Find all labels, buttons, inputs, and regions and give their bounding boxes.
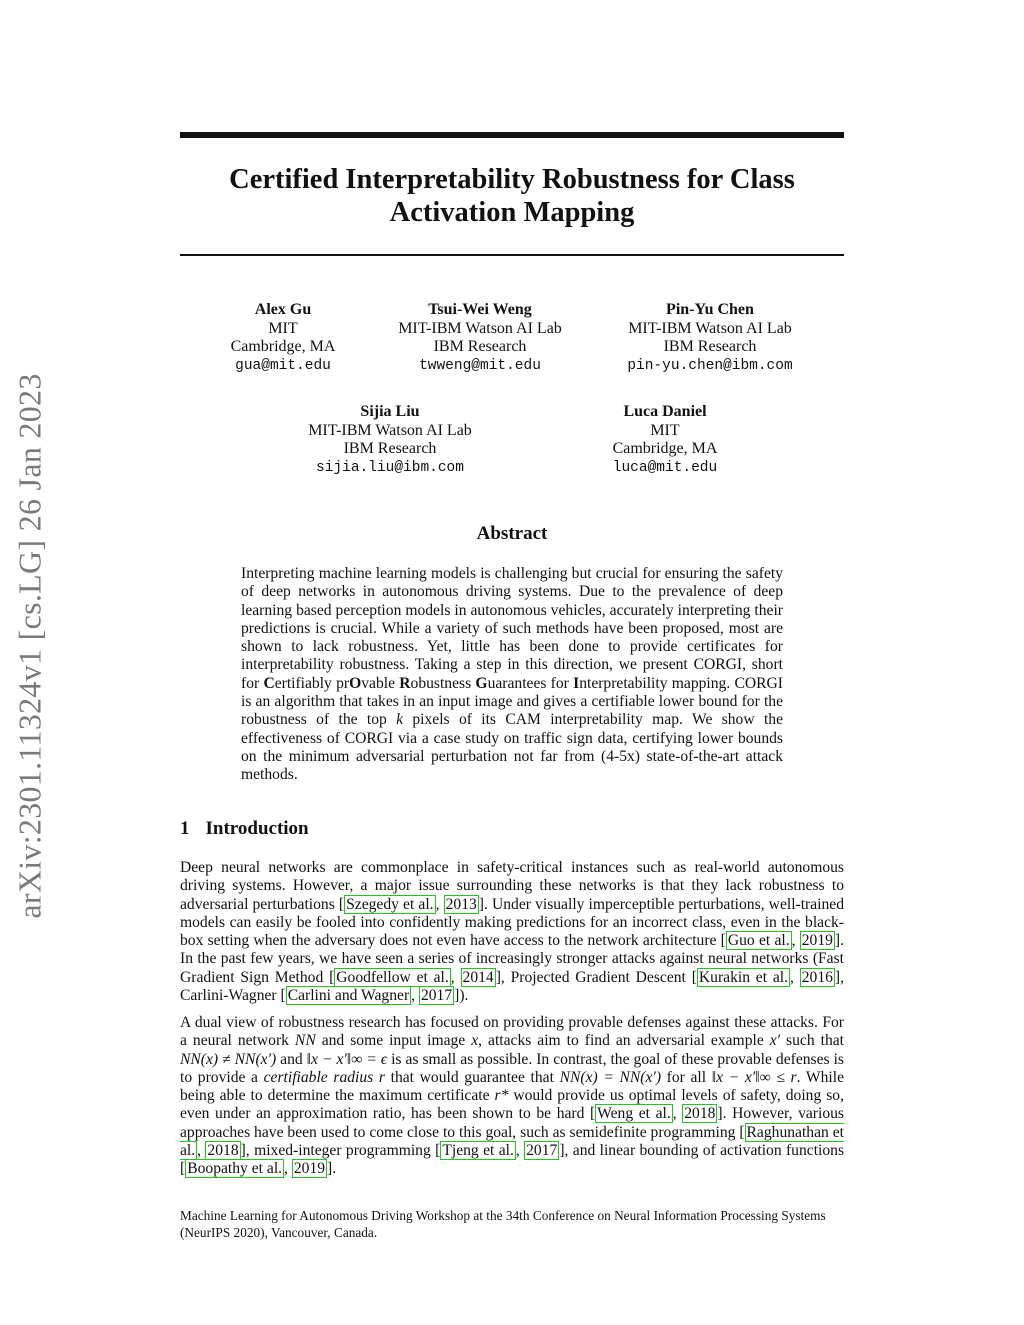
body-text: ], Carlini-Wagner [ bbox=[180, 968, 845, 1005]
body-text: would provide us optimal levels of safety, doing so, even under an approximation ratio, has been shown to be hard [ bbox=[180, 1087, 844, 1123]
body-text: , bbox=[790, 968, 800, 986]
body-text: Deep neural networks are commonplace in safety-critical instances such as real-world autonomous driving systems. However, a major issue surrounding these networks is that they lack robustness to adversarial perturbations [ bbox=[180, 859, 844, 913]
acronym-letter: C bbox=[263, 674, 275, 692]
acronym-letter: R bbox=[399, 674, 411, 692]
math-expression: NN(x) = NN(x′) bbox=[559, 1068, 662, 1086]
citation-link[interactable]: Guo et al. bbox=[727, 932, 790, 950]
body-text: , bbox=[672, 1105, 683, 1123]
author-block-tsui-wei-weng bbox=[370, 301, 590, 375]
body-text: ]). bbox=[454, 987, 469, 1005]
author-email[interactable]: sijia.liu@ibm.com bbox=[316, 459, 464, 476]
body-text: , attacks aim to find an adversarial example bbox=[478, 1032, 770, 1050]
body-text: ], mixed-integer programming [ bbox=[240, 1142, 441, 1160]
math-expression: x′ bbox=[769, 1032, 781, 1050]
body-text: ], and linear bounding of activation functions [ bbox=[180, 1142, 845, 1178]
author-email[interactable]: twweng@mit.edu bbox=[419, 357, 541, 374]
body-text: , bbox=[450, 968, 461, 986]
body-text: ]. bbox=[327, 1160, 337, 1178]
abstract-text: pixels of its CAM interpretability map. We show the effectiveness of CORGI via a case study on traffic sign data, certifying lower bounds on the minimum adversarial perturbation not far from (4-5x) state-of-the-art attack methods. bbox=[241, 711, 783, 784]
title-rule-top bbox=[180, 132, 844, 138]
author-affiliation: MIT bbox=[650, 421, 680, 439]
title-rule-bottom bbox=[180, 254, 844, 256]
author-email[interactable]: luca@mit.edu bbox=[612, 459, 718, 476]
body-text: and some input image bbox=[315, 1032, 472, 1050]
citation-link[interactable]: Szegedy et al. bbox=[346, 895, 434, 913]
acronym-letter: O bbox=[349, 674, 362, 692]
math-expression: x bbox=[471, 1032, 479, 1050]
acronym-text: ertifiably pr bbox=[274, 674, 350, 692]
acronym-letter: G bbox=[475, 674, 488, 692]
body-text: ]. However, various approaches have been used to come close to this goal, such as semidefinite programming [ bbox=[180, 1105, 844, 1141]
section-number: 1 bbox=[180, 818, 190, 839]
citation-year-link[interactable]: 2016 bbox=[801, 968, 833, 986]
author-name: Sijia Liu bbox=[360, 403, 420, 420]
math-expression: r* bbox=[494, 1087, 509, 1105]
acronym-letter: I bbox=[573, 674, 580, 692]
author-location: Cambridge, MA bbox=[230, 338, 336, 355]
author-block-luca-daniel bbox=[565, 403, 765, 477]
body-text: is as small as possible. In contrast, the goal of these provable defenses is to provide a bbox=[180, 1050, 844, 1086]
author-location: IBM Research bbox=[343, 440, 437, 457]
title-line-1: Certified Interpretability Robustness for Class bbox=[229, 164, 795, 195]
arxiv-identifier: arXiv:2301.11324v1 [cs.LG] 26 Jan 2023 bbox=[11, 373, 48, 919]
body-text: A dual view of robustness research has focused on providing provable defenses against these attacks. For a neural network bbox=[180, 1014, 844, 1050]
math-variable: k bbox=[396, 711, 404, 729]
author-name: Alex Gu bbox=[254, 301, 312, 318]
acronym-text: nterpretability mapping. bbox=[579, 674, 731, 692]
math-expression: r bbox=[378, 1068, 385, 1086]
intro-paragraph-1 bbox=[180, 859, 844, 1005]
citation-link[interactable]: Goodfellow et al. bbox=[336, 968, 449, 986]
author-name: Pin-Yu Chen bbox=[666, 301, 754, 318]
body-text: , bbox=[791, 932, 800, 950]
citation-year-link[interactable]: 2014 bbox=[462, 968, 494, 986]
citation-year-link[interactable]: 2013 bbox=[445, 895, 477, 913]
body-text: for all bbox=[661, 1068, 712, 1086]
emphasis-text: certifiable radius bbox=[263, 1068, 374, 1086]
author-block-pin-yu-chen bbox=[595, 301, 825, 375]
citation-link[interactable]: Kurakin et al. bbox=[698, 968, 789, 986]
math-expression: NN bbox=[294, 1032, 316, 1050]
citation-link[interactable]: Raghunathan et al. bbox=[180, 1123, 844, 1160]
title-line-2: Activation Mapping bbox=[389, 197, 635, 228]
body-text: , bbox=[411, 987, 419, 1005]
citation-year-link[interactable]: 2018 bbox=[684, 1105, 716, 1123]
abstract-text: CORGI is an algorithm that takes in an input image and gives a certifiable lower bound for the robustness of the top bbox=[241, 674, 783, 729]
author-affiliation: MIT-IBM Watson AI Lab bbox=[308, 421, 472, 439]
body-text: , bbox=[284, 1160, 292, 1178]
body-text: , bbox=[435, 895, 444, 913]
acronym-text: vable bbox=[361, 674, 400, 692]
citation-link[interactable]: Weng et al. bbox=[597, 1105, 671, 1123]
citation-year-link[interactable]: 2019 bbox=[801, 932, 833, 950]
body-text: , bbox=[197, 1142, 206, 1160]
citation-link[interactable]: Tjeng et al. bbox=[442, 1142, 514, 1160]
citation-year-link[interactable]: 2017 bbox=[420, 987, 453, 1005]
body-text: that would guarantee that bbox=[384, 1068, 560, 1086]
math-expression: ‖x − x′‖∞ = ϵ bbox=[306, 1050, 388, 1068]
body-text: . While being able to determine the maximum certificate bbox=[180, 1068, 844, 1105]
body-text: , bbox=[515, 1142, 525, 1160]
intro-paragraph-2 bbox=[180, 1014, 844, 1179]
author-location: IBM Research bbox=[433, 338, 527, 355]
author-email[interactable]: gua@mit.edu bbox=[235, 357, 331, 374]
math-expression: ‖x − x′‖∞ ≤ r bbox=[711, 1068, 797, 1086]
acronym-text: obustness bbox=[410, 674, 476, 692]
author-name: Tsui-Wei Weng bbox=[428, 301, 532, 318]
body-text: ]. In the past few years, we have seen a series of increasingly stronger attacks against neural networks (Fast Gradient Sign Method [ bbox=[180, 932, 845, 986]
abstract-heading: Abstract bbox=[476, 523, 548, 544]
acronym-text: uarantees for bbox=[487, 674, 574, 692]
abstract-text: Interpreting machine learning models is challenging but crucial for ensuring the safety of deep networks in autonomous driving systems. Due to the prevalence of deep learning based perception models in autonomous vehicles, accurately interpreting their predictions is crucial. While a variety of such methods have been proposed, most are shown to lack robustness. Yet, little has been done to provide certificates for interpretability robustness. Taking a step in this direction, we present CORGI, short for bbox=[241, 565, 783, 692]
section-title: Introduction bbox=[205, 818, 309, 839]
author-name: Luca Daniel bbox=[623, 403, 707, 420]
citation-link[interactable]: Carlini and Wagner bbox=[287, 987, 410, 1005]
author-affiliation: MIT-IBM Watson AI Lab bbox=[628, 319, 792, 337]
body-text: and bbox=[276, 1050, 307, 1068]
citation-year-link[interactable]: 2018 bbox=[207, 1142, 239, 1160]
math-expression: NN(x) ≠ NN(x′) bbox=[180, 1050, 277, 1068]
author-affiliation: MIT-IBM Watson AI Lab bbox=[398, 319, 562, 337]
paper-title bbox=[180, 163, 844, 229]
body-text: such that bbox=[780, 1032, 844, 1050]
section-heading-introduction bbox=[180, 818, 309, 840]
citation-year-link[interactable]: 2017 bbox=[526, 1142, 558, 1160]
abstract-paragraph bbox=[241, 565, 783, 785]
body-text: ], Projected Gradient Descent [ bbox=[495, 968, 697, 986]
author-affiliation: MIT bbox=[268, 319, 298, 337]
citation-year-link[interactable]: 2019 bbox=[293, 1160, 326, 1178]
author-block-alex-gu bbox=[183, 301, 383, 375]
body-text: ]. Under visually imperceptible perturbations, well-trained models can easily be fooled into confidently making predictions for an incorrect class, even in the black-box setting when the adversary does not even have access to the network architecture [ bbox=[180, 895, 845, 950]
author-block-sijia-liu bbox=[280, 403, 500, 477]
author-location: Cambridge, MA bbox=[612, 440, 718, 457]
author-location: IBM Research bbox=[663, 338, 757, 355]
citation-link[interactable]: Boopathy et al. bbox=[187, 1160, 283, 1178]
author-email[interactable]: pin-yu.chen@ibm.com bbox=[627, 357, 793, 374]
venue-footnote: Machine Learning for Autonomous Driving Workshop at the 34th Conference on Neural Information Processing Systems (NeurIPS 2020), Vancouver, Canada. bbox=[180, 1208, 826, 1240]
